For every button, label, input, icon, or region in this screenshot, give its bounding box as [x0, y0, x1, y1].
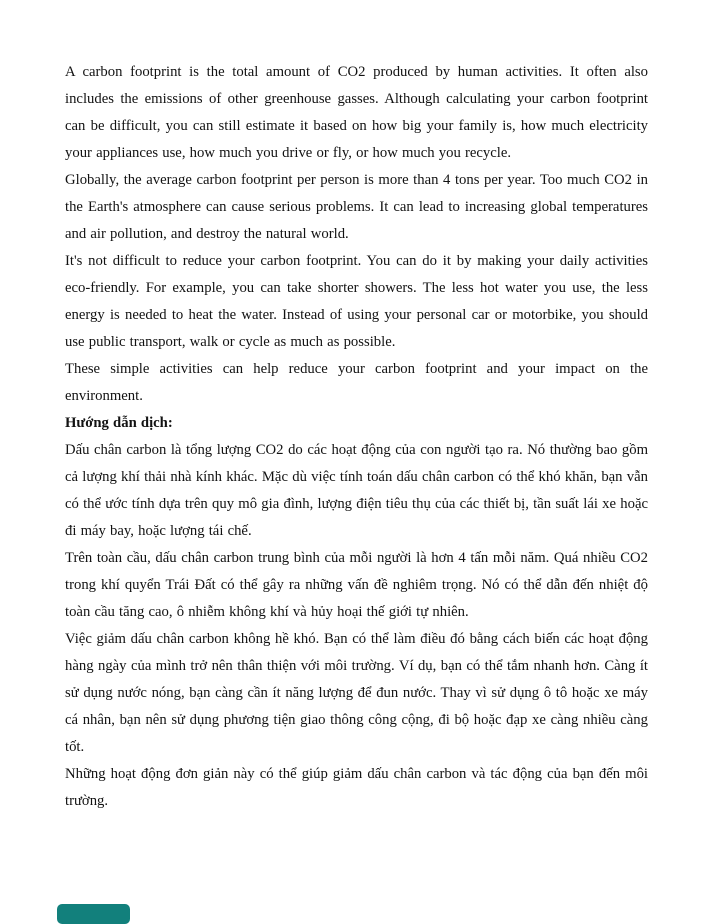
paragraph-vietnamese-2: Trên toàn cầu, dấu chân carbon trung bình của mỗi người là hơn 4 tấn mỗi năm. Quá nhiều CO2 trong khí quyển Trái Đất có thể gây ra những vấn đề nghiêm trọng. Nó có thể dẫn đến nhiệt độ toàn cầu tăng cao, ô nhiễm không khí và hủy hoại thế giới tự nhiên.: [65, 550, 648, 620]
paragraph-english-2: Globally, the average carbon footprint per person is more than 4 tons per year. Too much CO2 in the Earth's atmosphere can cause serious problems. It can lead to increasing global temperatures and air pollution, and destroy the natural world.: [65, 172, 648, 242]
paragraph-vietnamese-4: Những hoạt động đơn giản này có thể giúp giảm dấu chân carbon và tác động của bạn đến môi trường.: [65, 766, 648, 809]
floating-action-button[interactable]: [57, 904, 130, 924]
paragraph-vietnamese-1: Dấu chân carbon là tổng lượng CO2 do các hoạt động của con người tạo ra. Nó thường bao gồm cả lượng khí thải nhà kính khác. Mặc dù việc tính toán dấu chân carbon có thể khó khăn, bạn vẫn có thể ước tính dựa trên quy mô gia đình, lượng điện tiêu thụ của các thiết bị, tần suất lái xe hoặc đi máy bay, hoặc lượng tái chế.: [65, 442, 648, 539]
translation-heading: Hướng dẫn dịch:: [65, 415, 173, 431]
paragraph-english-4: These simple activities can help reduce your carbon footprint and your impact on the environment.: [65, 361, 648, 404]
paragraph-english-3: It's not difficult to reduce your carbon footprint. You can do it by making your daily activities eco-friendly. For example, you can take shorter showers. The less hot water you use, the less energy is needed to heat the water. Instead of using your personal car or motorbike, you should use public transport, walk or cycle as much as possible.: [65, 253, 648, 350]
paragraph-english-1: A carbon footprint is the total amount of CO2 produced by human activities. It often also includes the emissions of other greenhouse gasses. Although calculating your carbon footprint can be difficult, you can still estimate it based on how big your family is, how much electricity your appliances use, how much you drive or fly, or how much you recycle.: [65, 64, 648, 161]
paragraph-vietnamese-3: Việc giảm dấu chân carbon không hề khó. Bạn có thể làm điều đó bằng cách biến các hoạt động hàng ngày của mình trở nên thân thiện với môi trường. Ví dụ, bạn có thể tắm nhanh hơn. Càng ít sử dụng nước nóng, bạn càng cần ít năng lượng để đun nước. Thay vì sử dụng ô tô hoặc xe máy cá nhân, bạn nên sử dụng phương tiện giao thông công cộng, đi bộ hoặc đạp xe càng nhiều càng tốt.: [65, 631, 648, 755]
